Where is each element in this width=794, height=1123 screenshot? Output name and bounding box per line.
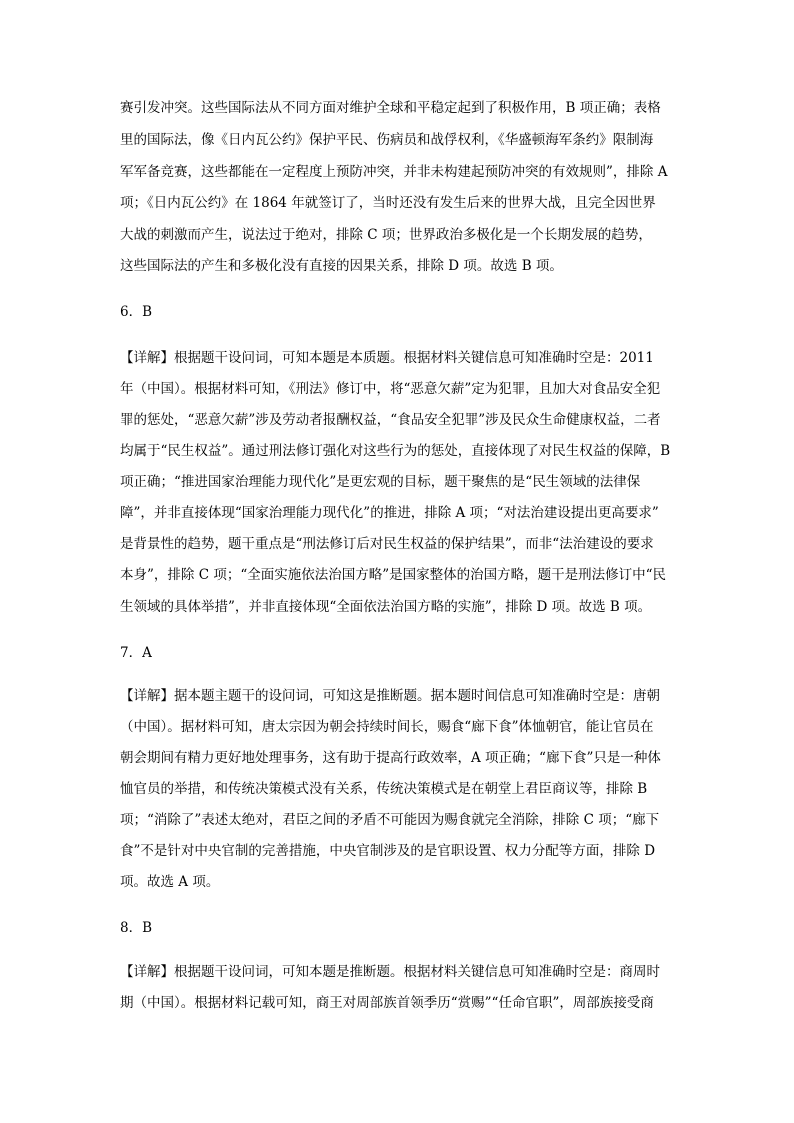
text-line: 生领域的具体举措”，并非直接体现“全面依法治国方略的实施”，排除 D 项。故选 B 项。 (120, 599, 652, 615)
text-line: 军军备竞赛，这些都能在一定程度上预防冲突，并非未构建起预防冲突的有效规则”，排除 A (120, 164, 668, 180)
text-line: 期（中国）。根据材料记载可知，商王对周部族首领季历“赏赐”“任命官职”，周部族接受商 (120, 995, 654, 1011)
text-line: 项正确；“推进国家治理能力现代化”是更宏观的目标，题干聚焦的是“民生领域的法律保 (120, 474, 641, 490)
question-number: 7．A (120, 645, 152, 661)
text-line: 恤官员的举措，和传统决策模式没有关系，传统决策模式是在朝堂上君臣商议等，排除 B (120, 781, 648, 797)
text-line: 是背景性的趋势，题干重点是“刑法修订后对民生权益的保护结果”，而非“法治建设的要求 (120, 536, 654, 552)
text-line: 罪的惩处，“恶意欠薪”涉及劳动者报酬权益，“食品安全犯罪”涉及民众生命健康权益，二者 (120, 412, 661, 428)
text-line: 食”不是针对中央官制的完善措施，中央官制涉及的是官职设置、权力分配等方面，排除 D (120, 843, 656, 859)
text-line: 障”，并非直接体现“国家治理能力现代化”的推进，排除 A 项；“对法治建设提出更高要求” (120, 505, 659, 521)
text-line: （中国）。据材料可知，唐太宗因为朝会持续时间长，赐食“廊下食”体恤朝官，能让官员在 (120, 719, 654, 735)
text-line: 【详解】根据题干设问词，可知本题是本质题。根据材料关键信息可知准确时空是：2011 (120, 350, 654, 366)
question-number: 8．B (120, 920, 153, 936)
question-number: 6．B (120, 304, 153, 320)
text-line: 【详解】根据题干设问词，可知本题是推断题。根据材料关键信息可知准确时空是：商周时 (120, 964, 660, 980)
text-line: 这些国际法的产生和多极化没有直接的因果关系，排除 D 项。故选 B 项。 (120, 258, 563, 274)
text-line: 【详解】据本题主题干的设问词，可知这是推断题。据本题时间信息可知准确时空是：唐朝 (120, 688, 660, 704)
text-line: 朝会期间有精力更好地处理事务，这有助于提高行政效率，A 项正确；“廊下食”只是一种体 (120, 750, 661, 766)
text-line: 项；《日内瓦公约》在 1864 年就签订了，当时还没有发生后来的世界大战，且完全因世界 (120, 195, 656, 211)
text-line: 大战的刺激而产生，说法过于绝对，排除 C 项；世界政治多极化是一个长期发展的趋势， (120, 227, 652, 243)
text-line: 均属于“民生权益”。通过刑法修订强化对这些行为的惩处，直接体现了对民生权益的保障，B (120, 443, 671, 459)
text-line: 项。故选 A 项。 (120, 874, 220, 890)
text-line: 里的国际法，像《日内瓦公约》保护平民、伤病员和战俘权利，《华盛顿海军条约》限制海 (120, 132, 654, 148)
text-line: 项；“消除了”表述太绝对，君臣之间的矛盾不可能因为赐食就完全消除，排除 C 项；“廊下 (120, 812, 660, 828)
text-line: 本身”，排除 C 项；“全面实施依法治国方略”是国家整体的治国方略，题干是刑法修订中“民 (120, 567, 667, 583)
text-line: 赛引发冲突。这些国际法从不同方面对维护全球和平稳定起到了积极作用，B 项正确；表格 (120, 100, 661, 116)
text-line: 年（中国）。根据材料可知，《刑法》修订中，将“恶意欠薪”定为犯罪，且加大对食品安全犯 (120, 381, 661, 397)
